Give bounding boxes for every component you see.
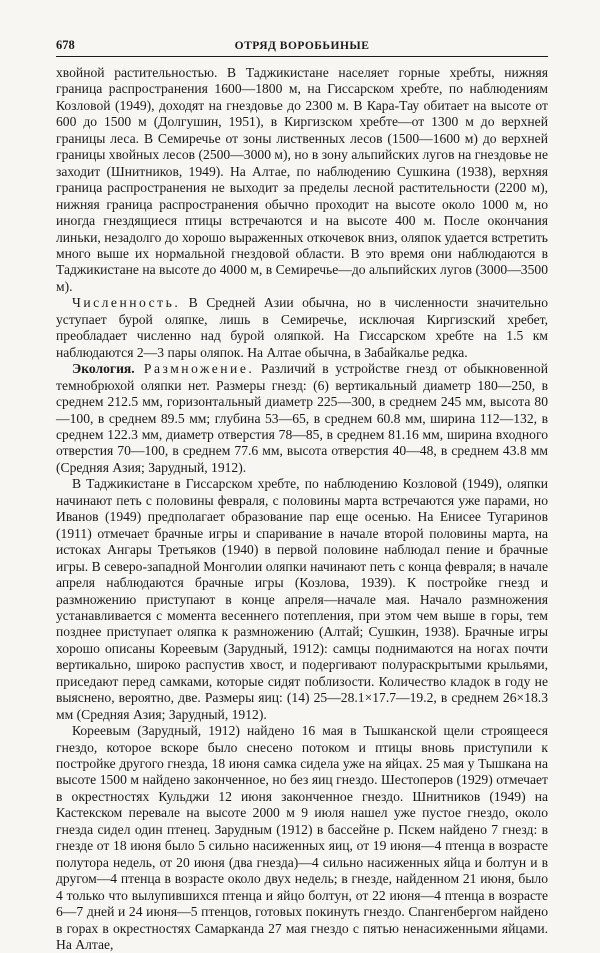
paragraph-ecology-text: Различий в устройстве гнезд от обыкновенной темнобрюхой оляпки нет. Размеры гнезд: (6) вертикальный диаметр 180—250, в среднем 212.5 мм, горизонтальный диаметр 225—300, в среднем 245 мм, высота 80—100, в среднем 89.5 мм; глубина 53—65, в среднем 60.8 мм, ширина 112—132, в среднем 122.3 мм, диаметр отверстия 78—85, в среднем 81.16 мм, ширина входного отверстия 70—100, в среднем 77.6 мм, высота отверстия 40—48, в среднем 43.8 мм (Средняя Азия; Зарудный, 1912).	[56, 361, 548, 475]
paragraph-breeding: В Таджикистане в Гиссарском хребте, по наблюдению Козловой (1949), оляпки начинают петь с половины февраля, с половины марта встречаются уже парами, но Иванов (1949) предполагает образование пар еще осенью. На Енисее Тугаринов (1911) отмечает брачные игры и спаривание в начале второй половины марта, на истоках Ангары Третьяков (1940) в первой половине наблюдал пение и брачные игры. В северо-западной Монголии оляпки начинают петь с конца февраля; в начале апреля наблюдаются брачные игры (Козлова, 1939). К постройке гнезд и размножению приступают в конце апреля—начале мая. Начало размножения устанавливается с момента весеннего потепления, при этом чем выше в горы, тем позднее приступает оляпка к размножению (Алтай; Сушкин, 1938). Брачные игры хорошо описаны Кореевым (Зарудный, 1912): самцы поднимаются на ногах почти вертикально, широко распустив хвост, и подергивают полураскрытыми крыльями, приседают перед самками, которые сидят поблизости. Количество кладок в году не выяснено, вероятно, две. Размеры яиц: (14) 25—28.1×17.7—19.2, в среднем 26×18.3 мм (Средняя Азия; Зарудный, 1912).	[56, 476, 548, 722]
paragraph-nest-finds: Кореевым (Зарудный, 1912) найдено 16 мая в Тышканской щели строящееся гнездо, которое вскоре было снесено потоком и птицы вновь приступили к постройке другого гнезда, 18 июня самка сидела уже на яйцах. 25 мая у Тышкана на высоте 1500 м найдено законченное, но без яиц гнездо. Шестоперов (1929) отмечает в окрестностях Кульджи 12 июня законченное гнездо. Шнитников (1949) на Кастекском перевале на высоте 2000 м 9 июля нашел уже пустое гнездо, около гнезда сидел один птенец. Зарудным (1912) в бассейне р. Пскем найдено 7 гнезд: в гнезде от 18 июня было 5 сильно насиженных яиц, от 19 июня—4 птенца в возрасте полутора недель, от 20 июня (два гнезда)—4 сильно насиженных яйца и болтун и в другом—4 птенца в возрасте около двух недель; в гнезде, найденном 21 июня, было 4 только что вылупившихся птенца и яйцо болтун, от 22 июня—4 птенца в возрасте 6—7 дней и 24 июня—5 птенцов, готовых покинуть гнездо. Спангенбергом найдено в горах в окрестностях Самарканда 27 мая гнездо с пятью ненасиженными яйцами. На Алтае,	[56, 723, 548, 953]
section-label-reproduction: Размножение.	[134, 361, 255, 377]
running-title: ОТРЯД ВОРОБЬИНЫЕ	[234, 40, 370, 52]
page-body	[56, 65, 548, 953]
section-label-ecology: Экология.	[72, 361, 135, 377]
page-header	[56, 38, 548, 57]
page-number: 678	[56, 38, 75, 52]
paragraph-abundance	[56, 295, 548, 361]
section-label-abundance: Численность.	[72, 295, 181, 311]
paragraph-ecology	[56, 361, 548, 476]
paragraph-distribution: хвойной растительностью. В Таджикистане населяет горные хребты, нижняя граница распространения 1600—1800 м, на Гиссарском хребте, по наблюдениям Козловой (1949), доходят на гнездовье до 2300 м. В Кара-Тау обитает на высоте от 600 до 1500 м (Долгушин, 1951), в Киргизском хребте—от 1300 м до верхней границы леса. В Семиречье от зоны лиственных лесов (1500—1600 м) до верхней границы хвойных лесов (2500—3000 м), но в зону альпийских лугов на гнездовье не заходит (Шнитников, 1949). На Алтае, по наблюдению Сушкина (1938), верхняя граница распространения не выходит за пределы лесной растительности (2200 м), нижняя граница распространения обычно проходит на высоте около 1000 м, но иногда гнездящиеся птицы встречаются и на высоте 400 м. После окончания линьки, незадолго до хорошо выраженных откочевок вниз, оляпок удается встретить много выше их нормальной гнездовой области. В это время они наблюдаются в Таджикистане на высоте до 4000 м, в Семиречье—до альпийских лугов (3000—3500 м).	[56, 65, 548, 294]
paragraph-abundance-text: В Средней Азии обычна, но в численности значительно уступает бурой оляпке, лишь в Семиречье, исключая Киргизский хребет, преобладает численно над бурой оляпкой. На Гиссарском хребте на 1.5 км наблюдаются 2—3 пары оляпок. На Алтае обычна, в Забайкалье редка.	[56, 295, 548, 360]
